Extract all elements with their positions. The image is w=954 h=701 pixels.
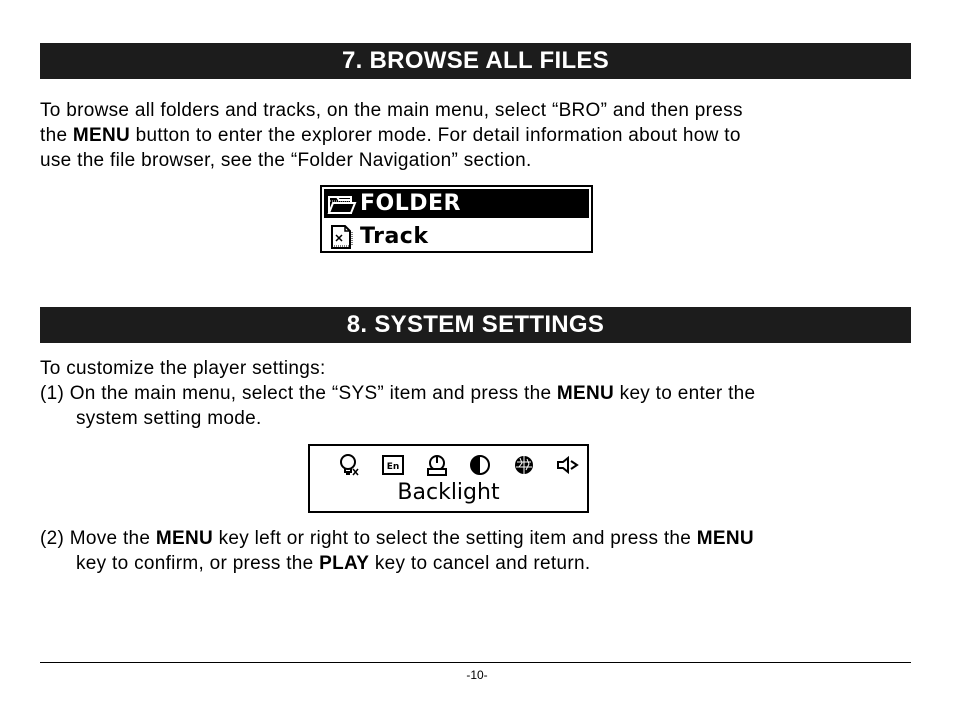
menu-key-label: MENU bbox=[696, 528, 754, 549]
step-2-pre: Move the bbox=[64, 528, 156, 549]
step-2-cont-pre: key to confirm, or press the bbox=[76, 553, 320, 574]
step-1-pre: On the main menu, select the “SYS” item and press the bbox=[64, 383, 557, 404]
svg-text:En: En bbox=[386, 462, 400, 472]
section-7-paragraph bbox=[40, 98, 920, 173]
contrast-icon bbox=[467, 452, 493, 478]
track-file-icon bbox=[324, 223, 360, 251]
section-8-intro-block bbox=[40, 356, 920, 431]
step-1-line-2: system setting mode. bbox=[76, 408, 262, 429]
step-2-mid: key left or right to select the setting item and press the bbox=[213, 528, 697, 549]
step-1-number: (1) bbox=[40, 383, 65, 404]
step-2-line-2 bbox=[40, 551, 920, 576]
explorer-item-track bbox=[324, 222, 589, 251]
step-2-number: (2) bbox=[40, 528, 65, 549]
section-7-title: 7. BROWSE ALL FILES bbox=[341, 47, 610, 74]
section-7-line-2-post: button to enter the explorer mode. For detail information about how to bbox=[130, 125, 741, 146]
section-7-line-1: To browse all folders and tracks, on the main menu, select “BRO” and then press bbox=[40, 100, 743, 121]
settings-current-label: Backlight bbox=[397, 480, 500, 505]
section-7-line-3: use the file browser, see the “Folder Navigation” section. bbox=[40, 150, 532, 171]
speaker-icon bbox=[555, 452, 581, 478]
step-2-cont-post: key to cancel and return. bbox=[369, 553, 591, 574]
section-7-line-2-pre: the bbox=[40, 125, 73, 146]
step-2-block bbox=[40, 526, 920, 576]
footer-divider bbox=[40, 662, 911, 663]
section-8-intro: To customize the player settings: bbox=[40, 358, 326, 379]
system-settings-screen-illustration bbox=[308, 444, 589, 513]
step-1-line-1 bbox=[40, 381, 920, 406]
section-7-line-2 bbox=[40, 123, 920, 148]
section-7-heading bbox=[40, 43, 911, 79]
explorer-item-folder-label: FOLDER bbox=[360, 191, 461, 216]
section-8-heading bbox=[40, 307, 911, 343]
menu-key-label: MENU bbox=[155, 528, 213, 549]
step-1-post: key to enter the bbox=[614, 383, 756, 404]
folder-icon bbox=[324, 190, 360, 218]
globe-icon bbox=[511, 452, 537, 478]
backlight-bulb-icon bbox=[336, 452, 362, 478]
explorer-item-track-label: Track bbox=[360, 224, 429, 249]
step-2-line-1 bbox=[40, 526, 920, 551]
language-icon bbox=[380, 452, 406, 478]
menu-key-label: MENU bbox=[72, 125, 131, 146]
settings-icon-row bbox=[336, 452, 581, 478]
explorer-screen-illustration bbox=[320, 185, 593, 253]
explorer-item-folder bbox=[324, 189, 589, 218]
page-number: -10- bbox=[466, 668, 488, 682]
section-8-title: 8. SYSTEM SETTINGS bbox=[346, 311, 605, 338]
power-off-icon bbox=[424, 452, 450, 478]
play-key-label: PLAY bbox=[319, 553, 370, 574]
menu-key-label: MENU bbox=[556, 383, 615, 404]
